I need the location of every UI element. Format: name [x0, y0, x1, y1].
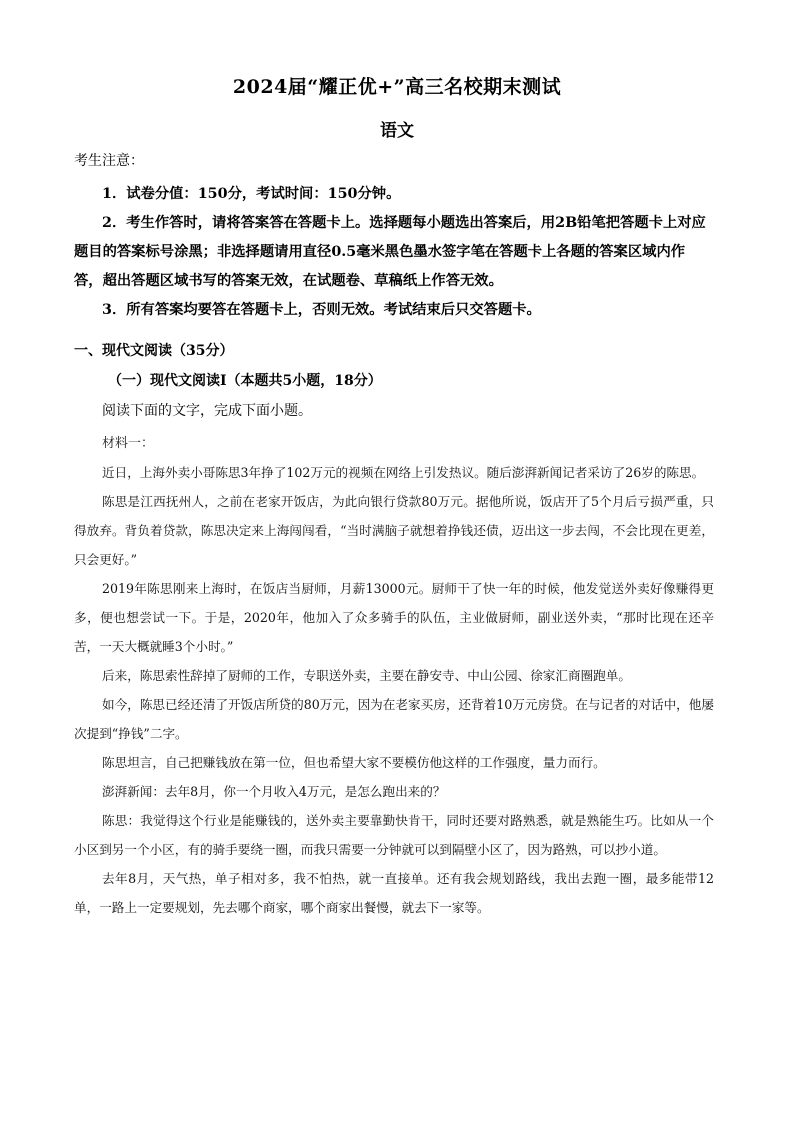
- body-paragraph: 2019年陈思刚来上海时，在饭店当厨师，月薪13000元。厨师干了快一年的时候，他发觉送外卖好像赚得更多，便也想尝试一下。于是，2020年，他加入了众多骑手的队伍，主业做厨师，副业送外卖，“那时比现在还辛苦，一天大概就睡3个小时。”: [74, 581, 714, 654]
- reading-instruction: 阅读下面的文字，完成下面小题。: [102, 403, 312, 419]
- section-subheading: （一）现代文阅读Ⅰ（本题共5小题，18分）: [108, 373, 382, 389]
- subject-title: 语文: [380, 121, 414, 141]
- note-item: 3．所有答案均要答在答题卡上，否则无效。考试结束后只交答题卡。: [102, 302, 541, 318]
- body-paragraph: 如今，陈思已经还清了开饭店所贷的80万元，因为在老家买房，还背着10万元房贷。在与记者的对话中，他屡次提到“挣钱”二字。: [74, 697, 714, 741]
- material-label: 材料一：: [102, 436, 155, 451]
- notes-label: 考生注意：: [74, 153, 144, 169]
- body-paragraph: 去年8月，天气热，单子相对多，我不怕热，就一直接单。还有我会规划路线，我出去跑一圈，最多能带12单，一路上一定要规划，先去哪个商家，哪个商家出餐慢，就去下一家等。: [74, 871, 714, 915]
- section-heading: 一、现代文阅读（35分）: [74, 343, 234, 359]
- note-item: 2．考生作答时，请将答案答在答题卡上。选择题每小题选出答案后，用2B铅笔把答题卡上对应题目的答案标号涂黑；非选择题请用直径0.5毫米黑色墨水签字笔在答题卡上各题的答案区域内作答，超出答题区域书写的答案无效，在试题卷、草稿纸上作答无效。: [74, 215, 706, 289]
- note-item: 1．试卷分值：150分，考试时间：150分钟。: [102, 186, 401, 202]
- body-paragraph: 陈思是江西抚州人，之前在老家开饭店，为此向银行贷款80万元。据他所说，饭店开了5个月后亏损严重，只得放弃。背负着贷款，陈思决定来上海闯闯看，“当时满脑子就想着挣钱还债，迈出这一步去闯，不会比现在更差，只会更好。”: [74, 494, 714, 567]
- body-paragraph: 近日，上海外卖小哥陈思3年挣了102万元的视频在网络上引发热议。随后澎湃新闻记者采访了26岁的陈思。: [102, 465, 705, 480]
- notes-list: [74, 180, 706, 325]
- body-paragraph: 陈思：我觉得这个行业是能赚钱的，送外卖主要靠勤快肯干，同时还要对路熟悉，就是熟能生巧。比如从一个小区到另一个小区，有的骑手要绕一圈，而我只需要一分钟就可以到隔壁小区了，因为路熟，可以抄小道。: [74, 813, 714, 857]
- exam-title: 2024届“耀正优+”高三名校期末测试: [232, 76, 562, 98]
- body-paragraph: 澎湃新闻：去年8月，你一个月收入4万元，是怎么跑出来的？: [102, 784, 446, 799]
- body-paragraph: 陈思坦言，自己把赚钱放在第一位，但也希望大家不要模仿他这样的工作强度，量力而行。: [102, 755, 606, 770]
- material-body: [74, 458, 714, 922]
- body-paragraph: 后来，陈思索性辞掉了厨师的工作，专职送外卖，主要在静安寺、中山公园、徐家汇商圈跑单。: [102, 668, 631, 683]
